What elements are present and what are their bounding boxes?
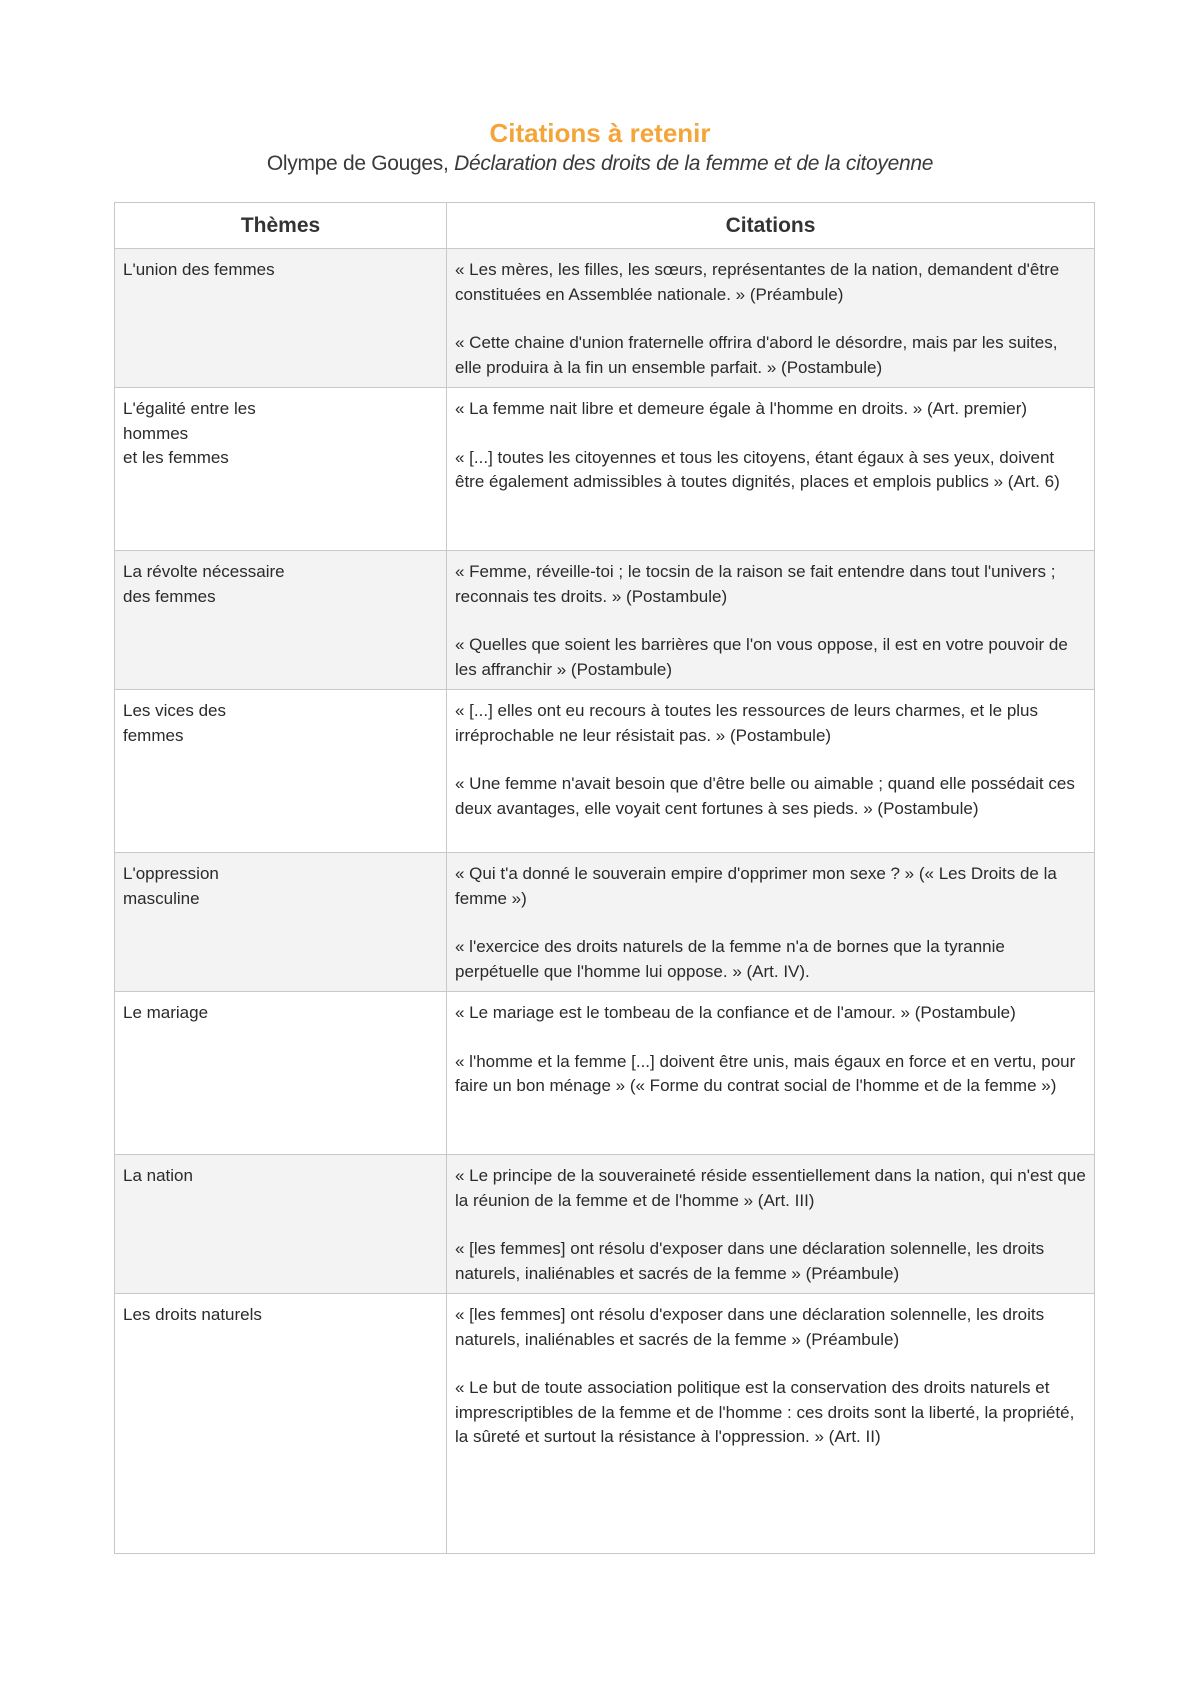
quotes-table [114,202,1095,1554]
quote: « [...] toutes les citoyennes et tous les citoyens, étant égaux à ses yeux, doivent être également admissibles à toutes dignités, places et emplois publics » (Art. 6) [455,447,1060,491]
quotes-cell [447,1155,1095,1294]
table-row [115,690,1095,853]
table-row [115,853,1095,992]
theme-cell: Les droits naturels [115,1294,447,1554]
quote: « Cette chaine d'union fraternelle offrira d'abord le désordre, mais par les suites, elle produira à la fin un ensemble parfait. » (Postambule) [455,333,1058,377]
theme-cell: Le mariage [115,992,447,1155]
table-row [115,992,1095,1155]
quotes-cell [447,992,1095,1155]
page-title: Citations à retenir [489,118,711,148]
quote: « Les mères, les filles, les sœurs, représentantes de la nation, demandent d'être constituées en Assemblée nationale. » (Préambule) [455,260,1060,304]
theme-cell: Les vices des femmes [115,690,447,853]
quote: « Quelles que soient les barrières que l'on vous oppose, il est en votre pouvoir de les affranchir » (Postambule) [455,635,1068,679]
theme-cell: La révolte nécessaire des femmes [115,551,447,690]
quote: « l'homme et la femme [...] doivent être unis, mais égaux en force et en vertu, pour faire un bon ménage » (« Forme du contrat social de l'homme et de la femme ») [455,1051,1076,1095]
theme-cell: L'oppression masculine [115,853,447,992]
quote: « Femme, réveille-toi ; le tocsin de la raison se fait entendre dans tout l'univers ; reconnais tes droits. » (Postambule) [455,562,1056,606]
page-subtitle [0,152,1200,176]
quotes-cell [447,853,1095,992]
table-row [115,249,1095,388]
table-row [115,551,1095,690]
quote: « Une femme n'avait besoin que d'être belle ou aimable ; quand elle possédait ces deux avantages, elle voyait cent fortunes à ses pieds. » (Postambule) [455,774,1075,818]
quotes-cell [447,388,1095,551]
table-header-row [115,203,1095,249]
theme-cell: La nation [115,1155,447,1294]
table-row [115,1294,1095,1554]
quote: « [les femmes] ont résolu d'exposer dans une déclaration solennelle, les droits naturels, inaliénables et sacrés de la femme » (Préambule) [455,1305,1045,1349]
subtitle-work: Déclaration des droits de la femme et de la citoyenne [454,152,934,175]
quote: « [...] elles ont eu recours à toutes les ressources de leurs charmes, et le plus irréprochable ne leur résistait pas. » (Postambule) [455,701,1039,745]
quote: « [les femmes] ont résolu d'exposer dans une déclaration solennelle, les droits naturels, inaliénables et sacrés de la femme » (Préambule) [455,1239,1045,1283]
table-row [115,1155,1095,1294]
quotes-cell [447,551,1095,690]
quotes-cell [447,690,1095,853]
theme-cell: L'union des femmes [115,249,447,388]
quote: « l'exercice des droits naturels de la femme n'a de bornes que la tyrannie perpétuelle que l'homme lui oppose. » (Art. IV). [455,937,1005,981]
quote: « La femme nait libre et demeure égale à l'homme en droits. » (Art. premier) [455,399,1028,418]
quote: « Qui t'a donné le souverain empire d'opprimer mon sexe ? » (« Les Droits de la femme ») [455,864,1057,908]
column-header-themes: Thèmes [115,203,447,249]
quotes-cell [447,249,1095,388]
quote: « Le principe de la souveraineté réside essentiellement dans la nation, qui n'est que la réunion de la femme et de l'homme » (Art. III) [455,1166,1086,1210]
column-header-citations: Citations [447,203,1095,249]
subtitle-author: Olympe de Gouges, [266,152,455,175]
quotes-cell [447,1294,1095,1554]
theme-cell: L'égalité entre les hommes et les femmes [115,388,447,551]
quote: « Le but de toute association politique est la conservation des droits naturels et imprescriptibles de la femme et de l'homme : ces droits sont la liberté, la propriété, la sûreté et surtout la résistance à l'oppression. » (Art. II) [455,1378,1075,1446]
table-row [115,388,1095,551]
quote: « Le mariage est le tombeau de la confiance et de l'amour. » (Postambule) [455,1003,1016,1022]
